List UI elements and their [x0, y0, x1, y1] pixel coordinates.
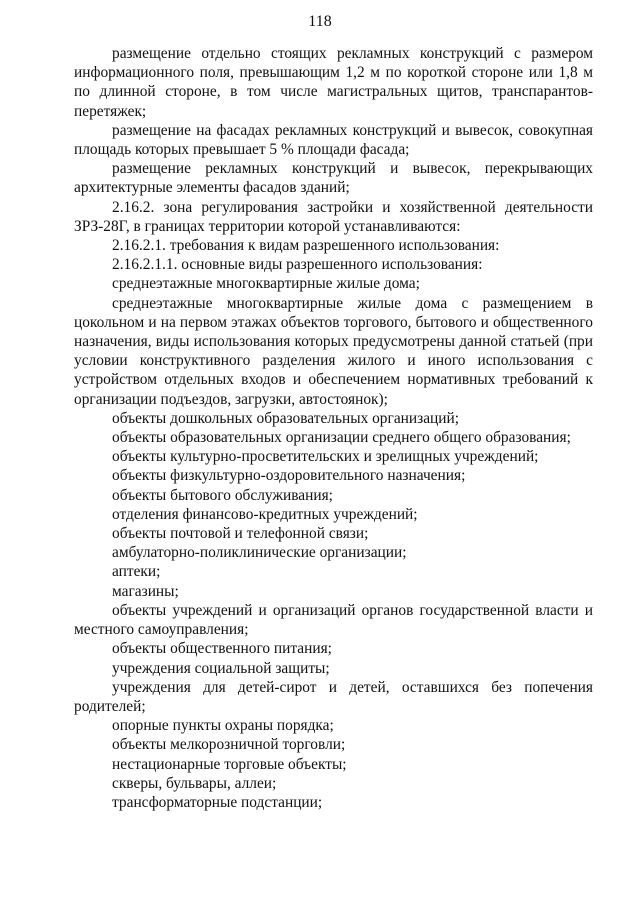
list-item: объекты культурно-просветительских и зрелищных учреждений;	[112, 448, 539, 466]
list-item: среднеэтажные многоквартирные жилые дома;	[112, 275, 420, 293]
paragraph-zone-heading: 2.16.2. зона регулирования застройки и хозяйственной деятельности ЗРЗ-28Г, в границах территории которой устанавливаются:	[74, 198, 593, 235]
list-item: трансформаторные подстанции;	[112, 793, 323, 811]
page-number: 118	[308, 13, 332, 30]
list-item: скверы, бульвары, аллеи;	[112, 774, 277, 792]
list-item: нестационарные торговые объекты;	[112, 755, 347, 773]
list-item: объекты бытового обслуживания;	[112, 486, 333, 504]
paragraph-use-requirements: 2.16.2.1. требования к видам разрешенного использования:	[112, 237, 500, 255]
list-item: объекты образовательных организации среднего общего образования;	[112, 429, 571, 447]
list-item: объекты почтовой и телефонной связи;	[112, 525, 369, 543]
paragraph-ad-facade-area: размещение на фасадах рекламных конструкций и вывесок, совокупная площадь которых превышает 5 % площади фасада;	[74, 121, 593, 159]
list-item: объекты учреждений и организаций органов государственной власти и местного самоуправления;	[74, 601, 593, 639]
list-item: объекты мелкорозничной торговли;	[112, 736, 346, 754]
list-item: опорные пункты охраны порядка;	[112, 717, 334, 735]
list-item: учреждения для детей-сирот и детей, оставшихся без попечения родителей;	[74, 678, 593, 715]
list-item: аптеки;	[112, 563, 161, 581]
paragraph-main-uses: 2.16.2.1.1. основные виды разрешенного использования:	[112, 256, 483, 274]
list-item: объекты физкультурно-оздоровительного назначения;	[112, 467, 466, 485]
list-item: отделения финансово-кредитных учреждений;	[112, 505, 418, 523]
list-item: объекты общественного питания;	[112, 640, 332, 658]
list-item: объекты дошкольных образовательных организаций;	[112, 409, 460, 427]
paragraph-ad-structures-size: размещение отдельно стоящих рекламных конструкций с размером информационного поля, превышающим 1,2 м по короткой стороне или 1,8 м по длинной стороне, в том числе магистральных щитов, транспарантов-перетяжек;	[74, 45, 593, 120]
list-item: магазины;	[112, 582, 179, 600]
document-body	[74, 44, 593, 812]
paragraph-ad-architectural-elements: размещение рекламных конструкций и вывесок, перекрывающих архитектурные элементы фасадов зданий;	[74, 160, 593, 197]
paragraph-mixed-use-housing: среднеэтажные многоквартирные жилые дома с размещением в цокольном и на первом этажах объектов торгового, бытового и общественного назначения, виды использования которых предусмотрены данной статьей (при условии конструктивного разделения жилого и иного использования с устройством отдельных входов и обеспечением нормативных требований к организации подъездов, загрузки, автостоянок);	[74, 294, 593, 408]
list-item: амбулаторно-поликлинические организации;	[112, 544, 407, 562]
list-item: учреждения социальной защиты;	[112, 659, 330, 677]
